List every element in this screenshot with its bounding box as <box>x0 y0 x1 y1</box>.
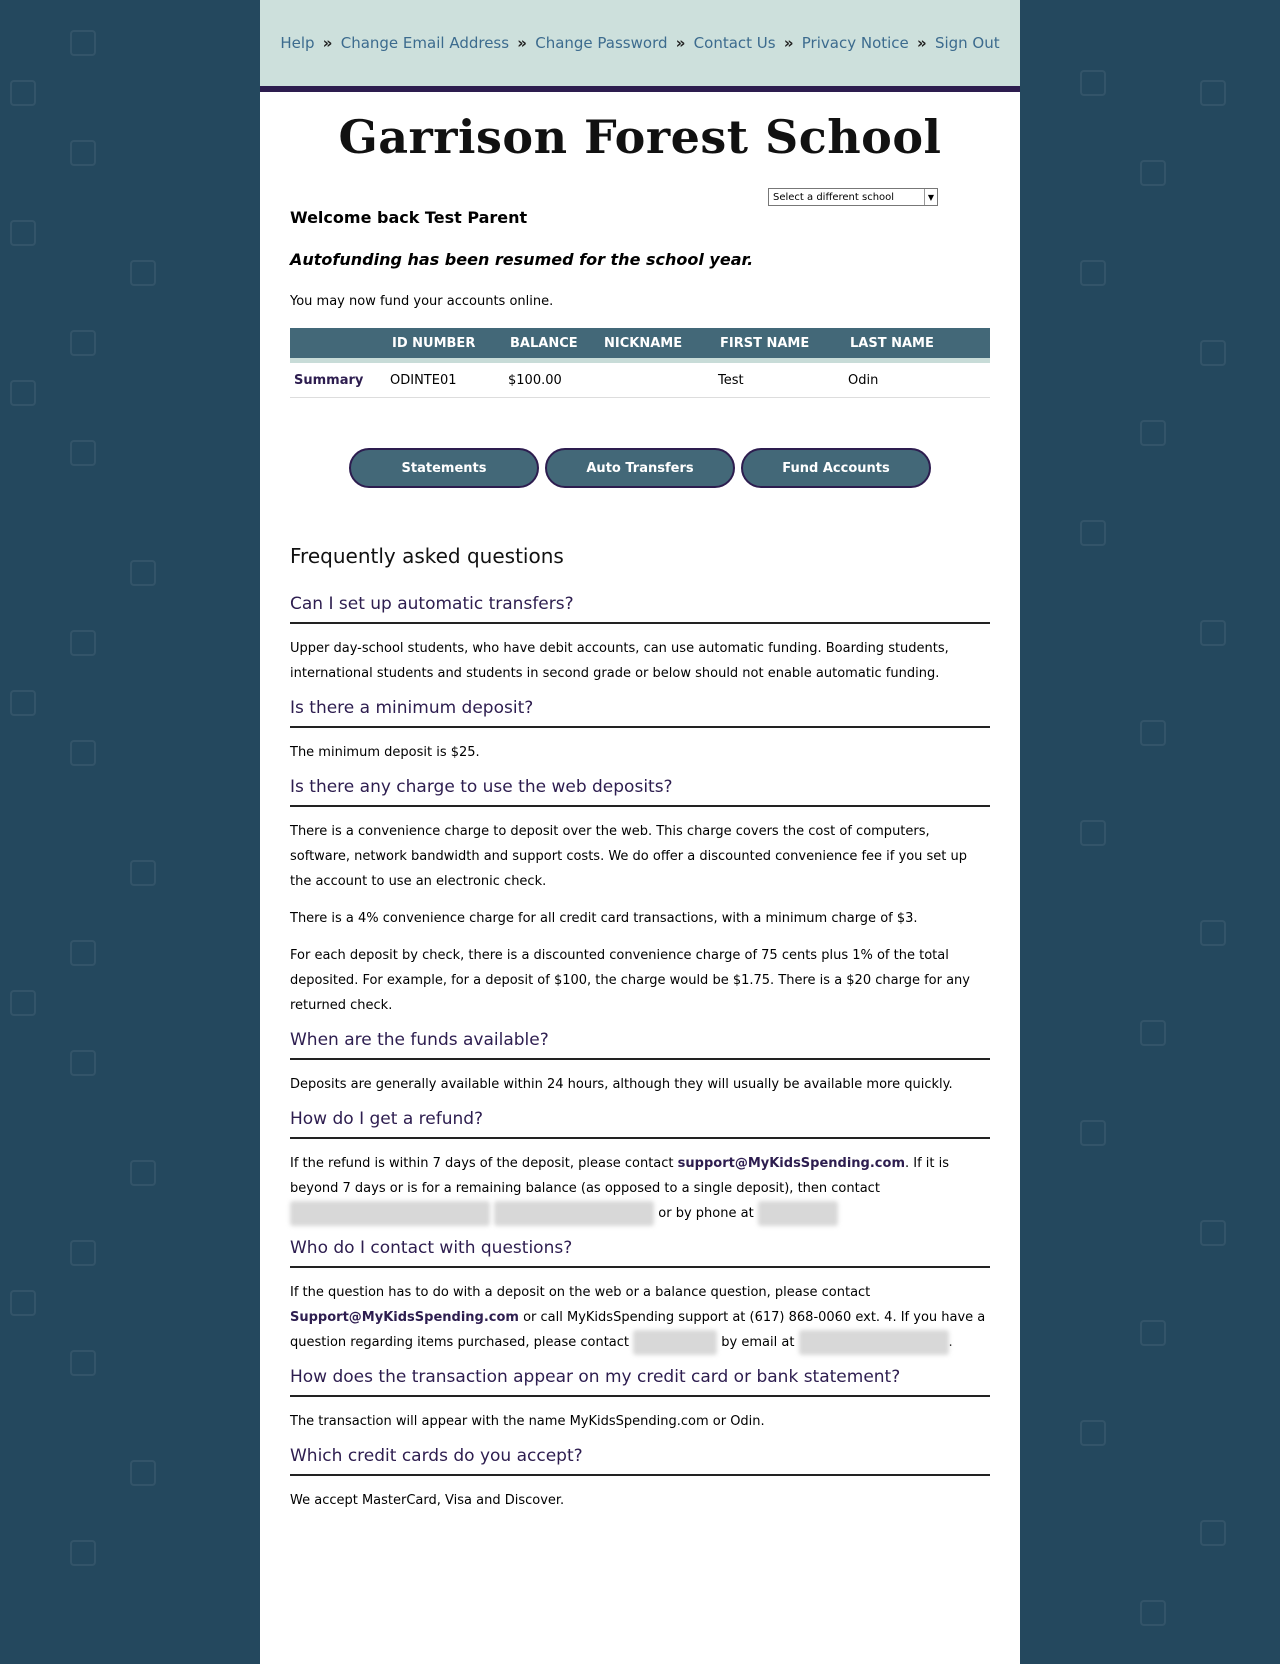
support-email-link[interactable]: support@MyKidsSpending.com <box>677 1156 905 1171</box>
faq-question: Who do I contact with questions? <box>290 1238 990 1268</box>
faq-answer: If the question has to do with a deposit on the web or a balance question, please contact Support@MyKidsSpending.com or call MyKidsSpending support at (617) 868-0060 ext. 4. If you have a question regarding items purchased, please contact by email at . <box>290 1280 990 1355</box>
faq-item <box>290 1030 990 1097</box>
faq-answer: There is a convenience charge to deposit over the web. This charge covers the cost of computers, software, network bandwidth and support costs. We do offer a discounted convenience fee if you set up the account to use an electronic check. <box>290 824 968 889</box>
table-row <box>290 361 990 398</box>
nav-separator: » <box>917 34 927 52</box>
column-header-nickname: NICKNAME <box>598 328 714 361</box>
fund-accounts-button[interactable]: Fund Accounts <box>741 448 931 488</box>
contact-us-link[interactable]: Contact Us <box>693 34 776 52</box>
table-header-row <box>290 328 990 361</box>
summary-link[interactable]: Summary <box>290 361 386 398</box>
faq-question: Is there a minimum deposit? <box>290 698 990 728</box>
redacted-contact <box>290 1201 490 1226</box>
action-buttons <box>260 448 1020 488</box>
nav-separator: » <box>675 34 686 52</box>
faq-answer: The transaction will appear with the name MyKidsSpending.com or Odin. <box>290 1414 765 1429</box>
faq-question: Which credit cards do you accept? <box>290 1446 990 1476</box>
id-number-cell: ODINTE01 <box>386 361 504 398</box>
faq-item <box>290 594 990 686</box>
faq-item <box>290 1109 990 1226</box>
support-email-link[interactable]: Support@MyKidsSpending.com <box>290 1310 519 1325</box>
redacted-contact <box>633 1330 717 1355</box>
autofunding-notice: Autofunding has been resumed for the school year. <box>290 250 754 269</box>
accounts-table <box>290 328 990 398</box>
faq-item <box>290 1238 990 1355</box>
fund-accounts-message: You may now fund your accounts online. <box>290 294 554 309</box>
column-header-id-number: ID NUMBER <box>386 328 504 361</box>
chevron-down-icon: ▼ <box>924 189 937 205</box>
main-page <box>260 0 1020 1664</box>
answer-text: or call MyKidsSpending support at (617) 868-0060 ext. 4. If you have a question regarding items purchased, please contact <box>290 1310 986 1350</box>
faq-title: Frequently asked questions <box>290 544 564 568</box>
first-name-cell: Test <box>714 361 844 398</box>
faq-item <box>290 777 990 1018</box>
top-navigation-bar <box>260 0 1020 92</box>
change-email-link[interactable]: Change Email Address <box>340 34 510 52</box>
welcome-message: Welcome back Test Parent <box>290 208 528 227</box>
answer-text: If the question has to do with a deposit on the web or a balance question, please contact <box>290 1285 871 1300</box>
nav-separator: » <box>783 34 794 52</box>
faq-item <box>290 1367 990 1434</box>
faq-answer: There is a 4% convenience charge for all credit card transactions, with a minimum charge of $3. <box>290 911 918 926</box>
answer-text: or by phone at <box>658 1206 754 1221</box>
faq-item <box>290 698 990 765</box>
school-select-dropdown[interactable] <box>768 188 938 206</box>
faq-answer: Upper day-school students, who have debit accounts, can use automatic funding. Boarding students, international students and students in second grade or below should not enable automatic funding. <box>290 641 949 681</box>
answer-text: . If it is beyond 7 days or is for a remaining balance (as opposed to a single deposit), then contact <box>290 1156 950 1196</box>
faq-question: When are the funds available? <box>290 1030 990 1060</box>
redacted-email <box>494 1201 654 1226</box>
answer-text: by email at <box>717 1335 799 1350</box>
column-header-first-name: FIRST NAME <box>714 328 844 361</box>
last-name-cell: Odin <box>844 361 990 398</box>
top-nav-links <box>280 34 999 52</box>
sign-out-link[interactable]: Sign Out <box>934 34 1000 52</box>
faq-question: How do I get a refund? <box>290 1109 990 1139</box>
faq-question: Can I set up automatic transfers? <box>290 594 990 624</box>
nav-separator: » <box>517 34 527 52</box>
nickname-cell <box>598 361 714 398</box>
faq-answer: We accept MasterCard, Visa and Discover. <box>290 1493 565 1508</box>
privacy-notice-link[interactable]: Privacy Notice <box>801 34 909 52</box>
faq-section <box>290 544 990 1525</box>
help-link[interactable]: Help <box>280 34 315 52</box>
school-title: Garrison Forest School <box>338 110 942 164</box>
faq-answer: For each deposit by check, there is a discounted convenience charge of 75 cents plus 1% of the total deposited. For example, for a deposit of $100, the charge would be $1.75. There is a $20 charge for any returned check. <box>290 948 970 1013</box>
faq-question: Is there any charge to use the web deposits? <box>290 777 990 807</box>
auto-transfers-button[interactable]: Auto Transfers <box>545 448 735 488</box>
faq-item <box>290 1446 990 1513</box>
statements-button[interactable]: Statements <box>349 448 539 488</box>
change-password-link[interactable]: Change Password <box>535 34 668 52</box>
column-header <box>290 328 386 361</box>
faq-answer: The minimum deposit is $25. <box>290 745 480 760</box>
balance-cell: $100.00 <box>504 361 598 398</box>
redacted-email <box>799 1330 949 1355</box>
column-header-balance: BALANCE <box>504 328 598 361</box>
faq-answer: Deposits are generally available within 24 hours, although they will usually be available more quickly. <box>290 1077 953 1092</box>
school-select-label: Select a different school <box>773 191 895 203</box>
redacted-phone <box>758 1201 838 1226</box>
nav-separator: » <box>322 34 333 52</box>
faq-question: How does the transaction appear on my credit card or bank statement? <box>290 1367 990 1397</box>
answer-text: If the refund is within 7 days of the deposit, please contact <box>290 1156 678 1171</box>
faq-answer <box>290 1151 990 1226</box>
column-header-last-name: LAST NAME <box>844 328 990 361</box>
